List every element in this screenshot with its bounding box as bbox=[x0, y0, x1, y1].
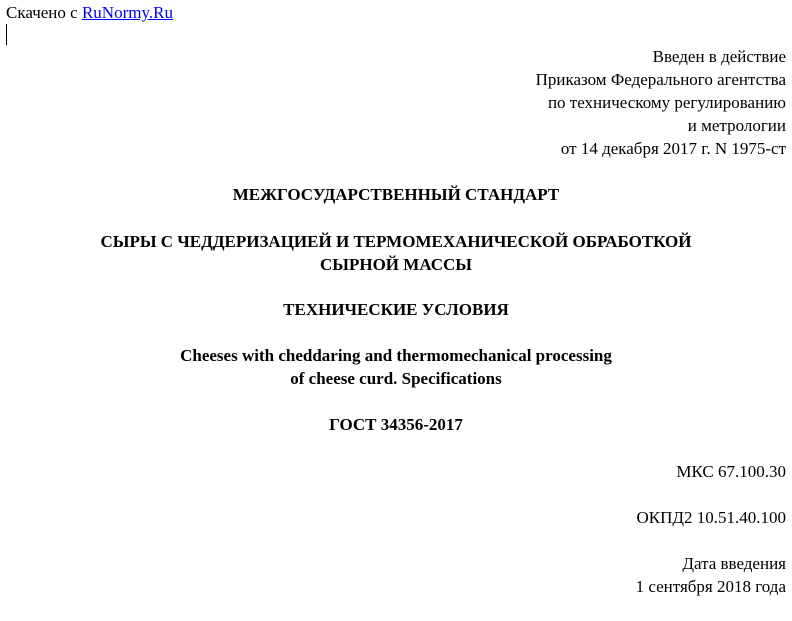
enactment-line: и метрологии bbox=[687, 116, 786, 135]
title-ru-line: СЫРНОЙ МАССЫ bbox=[320, 255, 472, 274]
title-ru bbox=[0, 230, 792, 276]
text-caret bbox=[6, 24, 7, 45]
title-en-line: of cheese curd. Specifications bbox=[290, 369, 502, 388]
okpd-code: ОКПД2 10.51.40.100 bbox=[636, 508, 786, 527]
enactment-line: по техническому регулированию bbox=[547, 93, 786, 112]
gost-number: ГОСТ 34356-2017 bbox=[329, 415, 463, 434]
mks-code: МКС 67.100.30 bbox=[676, 462, 786, 481]
enactment-line: Приказом Федерального агентства bbox=[535, 70, 786, 89]
source-line bbox=[6, 1, 173, 24]
enactment-line: Введен в действие bbox=[652, 47, 786, 66]
enactment-block bbox=[536, 45, 786, 160]
introduction-date bbox=[636, 552, 786, 598]
title-ru-line: СЫРЫ С ЧЕДДЕРИЗАЦИЕЙ И ТЕРМОМЕХАНИЧЕСКОЙ ОБРАБОТКОЙ bbox=[100, 232, 692, 251]
source-prefix: Скачено с bbox=[6, 3, 82, 22]
title-en-line: Cheeses with cheddaring and thermomechanical processing bbox=[180, 346, 612, 365]
introduction-date-value: 1 сентября 2018 года bbox=[635, 577, 786, 596]
introduction-date-label: Дата введения bbox=[682, 554, 786, 573]
title-en bbox=[0, 344, 792, 390]
runormy-link[interactable]: RuNormy.Ru bbox=[81, 3, 173, 22]
enactment-line: от 14 декабря 2017 г. N 1975-ст bbox=[560, 139, 786, 158]
standard-type: МЕЖГОСУДАРСТВЕННЫЙ СТАНДАРТ bbox=[232, 185, 560, 204]
subtitle-ru: ТЕХНИЧЕСКИЕ УСЛОВИЯ bbox=[283, 300, 509, 319]
